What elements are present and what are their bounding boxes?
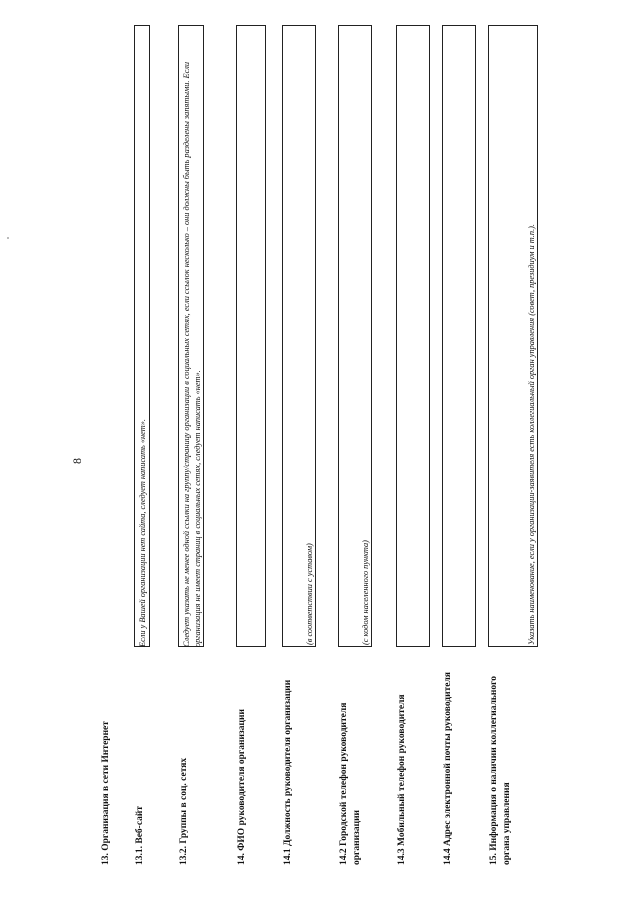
row-label: 14.1 Должность руководителя организации	[283, 679, 293, 865]
page-number: 8	[70, 458, 84, 464]
row-label: 14.2 Городской телефон руководителя организации	[339, 702, 362, 865]
row-hint: (с кодом населенного пункта)	[361, 540, 370, 645]
row-hint: Если у Вашей организации нет сайта, следует написать «нет».	[138, 419, 147, 647]
scan-speck	[7, 237, 9, 239]
head-email-field[interactable]	[442, 25, 476, 647]
head-name-field[interactable]	[236, 25, 266, 647]
row-label: 14.4 Адрес электронной почты руководителя	[443, 672, 453, 865]
row-hint: Следует указать не менее одной ссылки на группу/страницу организации в социальных сетях, если ссылок несколько – они должны быть разделены запятыми. Если организация не имеет страниц в социальных сетях, следует написать «нет».	[182, 61, 202, 647]
row-label: 13. Организация в сети Интернет	[101, 721, 111, 865]
row-hint: (в соответствии с уставом)	[305, 543, 314, 645]
row-label: 13.1. Веб-сайт	[135, 805, 145, 865]
head-mobile-field[interactable]	[396, 25, 430, 647]
row-label: 13.2. Группы в соц. сетях	[179, 757, 189, 865]
row-label: 14. ФИО руководителя организации	[237, 709, 247, 865]
row-label: 14.3 Мобильный телефон руководителя	[397, 694, 407, 865]
row-hint: Указать наименование, если у организации-заявителя есть коллегиальный орган управления (совет, президиум и т.п.).	[527, 224, 536, 645]
row-label: 15. Информация о наличии коллегиального органа управления	[489, 676, 512, 865]
